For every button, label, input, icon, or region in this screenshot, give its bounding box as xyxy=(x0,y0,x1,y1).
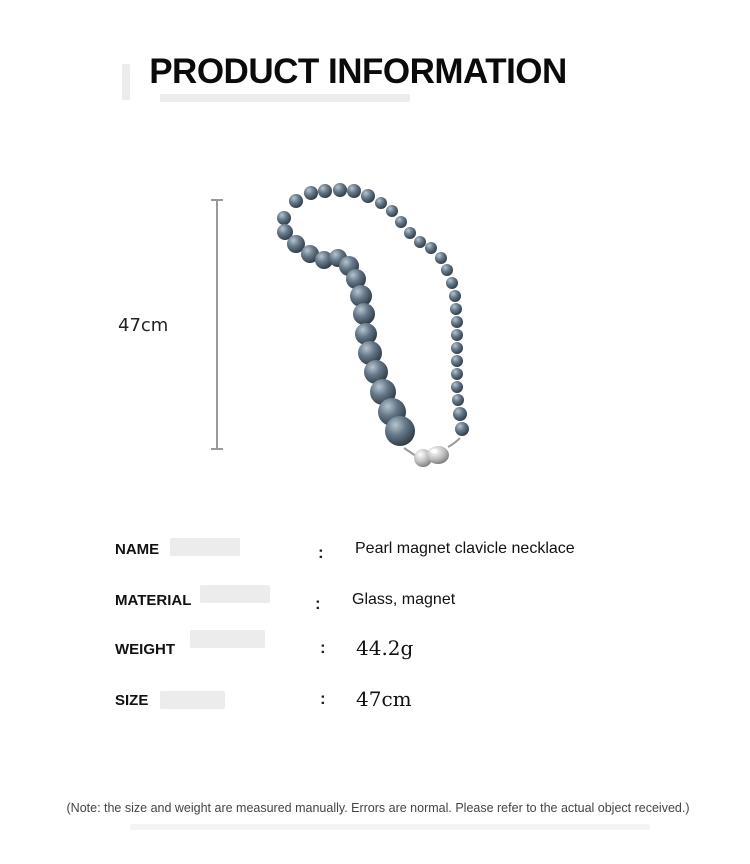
pearl-bead xyxy=(453,407,467,421)
pearl-bead xyxy=(451,316,463,328)
spec-value-name: Pearl magnet clavicle necklace xyxy=(355,540,575,557)
spec-row-size xyxy=(0,687,750,717)
faded-watermark xyxy=(190,630,265,648)
pearl-bead xyxy=(451,368,463,380)
spec-row-name xyxy=(0,538,750,568)
spec-value-material: Glass, magnet xyxy=(352,591,456,608)
spec-value-weight: 44.2g xyxy=(356,636,414,660)
faded-footer-watermark xyxy=(130,824,650,830)
pearl-bead xyxy=(441,264,453,276)
spec-separator: : xyxy=(315,594,321,613)
spec-label-weight: WEIGHT xyxy=(115,641,175,658)
dimension-label: 47cm xyxy=(118,315,169,336)
pearl-bead xyxy=(451,355,463,367)
pearl-bead xyxy=(277,211,291,225)
pearl-bead xyxy=(395,216,407,228)
spec-separator: : xyxy=(320,689,326,708)
spec-value-size: 47cm xyxy=(356,687,412,711)
pearl-bead xyxy=(353,303,375,325)
pearl-bead xyxy=(435,252,447,264)
pearl-bead xyxy=(289,194,303,208)
pearl-bead xyxy=(318,184,332,198)
pearl-bead xyxy=(449,290,461,302)
spec-row-weight xyxy=(0,636,750,666)
measurement-note: (Note: the size and weight are measured manually. Errors are normal. Please refer to the actual object received.) xyxy=(66,801,690,815)
magnet-clasp xyxy=(414,446,449,467)
page-title: PRODUCT INFORMATION xyxy=(149,52,567,91)
spec-separator: : xyxy=(318,543,324,562)
pearl-bead xyxy=(450,303,462,315)
pearl-bead xyxy=(385,416,415,446)
faded-watermark xyxy=(160,691,225,709)
spec-separator: : xyxy=(320,638,326,657)
pearl-bead xyxy=(333,183,347,197)
pearl-bead xyxy=(425,242,437,254)
pearl-bead xyxy=(414,236,426,248)
pearl-beads xyxy=(277,183,469,446)
pearl-bead xyxy=(451,329,463,341)
pearl-bead xyxy=(455,422,469,436)
pearl-bead xyxy=(451,342,463,354)
pearl-bead xyxy=(404,227,416,239)
pearl-bead xyxy=(451,381,463,393)
spec-row-material xyxy=(0,589,750,619)
faded-watermark xyxy=(200,585,270,603)
pearl-bead xyxy=(347,184,361,198)
pearl-bead xyxy=(386,205,398,217)
pearl-bead xyxy=(452,394,464,406)
faded-watermark xyxy=(170,538,240,556)
spec-label-name: NAME xyxy=(115,541,160,558)
pearl-bead xyxy=(304,186,318,200)
spec-label-size: SIZE xyxy=(115,692,149,709)
pearl-bead xyxy=(361,189,375,203)
pearl-bead xyxy=(375,197,387,209)
spec-label-material: MATERIAL xyxy=(115,592,192,609)
pearl-bead xyxy=(446,277,458,289)
